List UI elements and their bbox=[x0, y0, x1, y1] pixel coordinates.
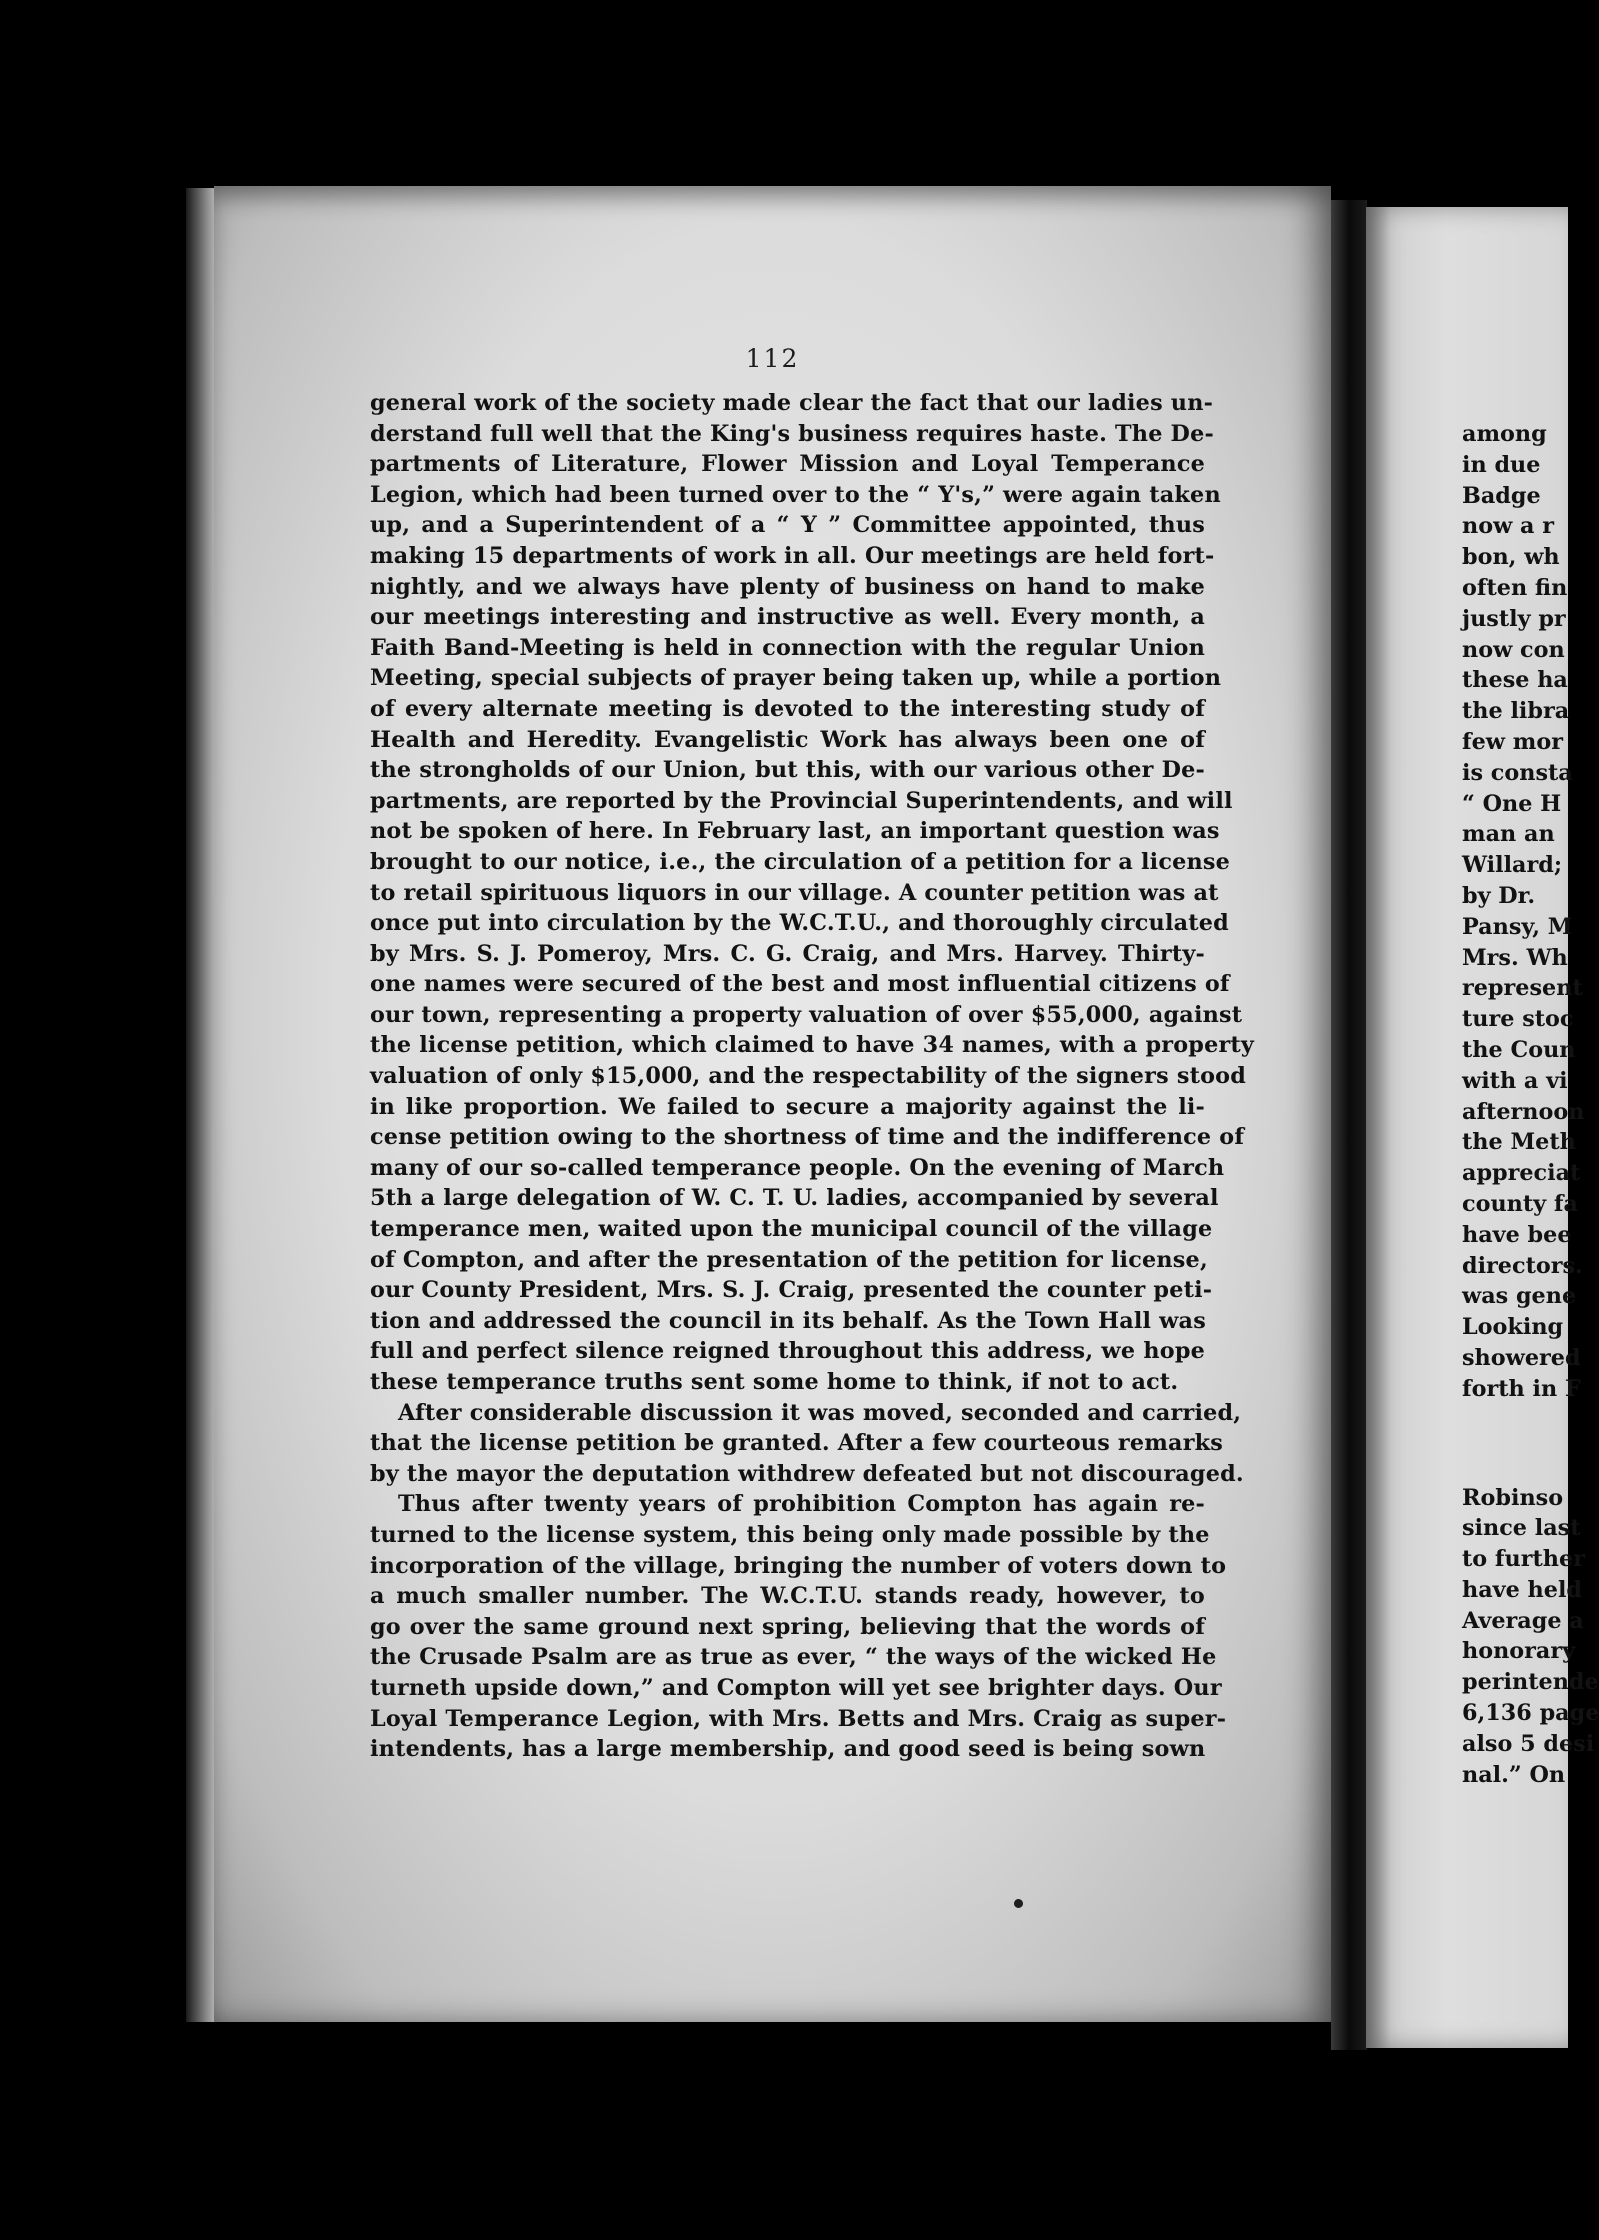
book-binding-edge bbox=[186, 188, 216, 2022]
body-line: tion and addressed the council in its behalf. As the Town Hall was bbox=[370, 1307, 1206, 1334]
body-line: intendents, has a large membership, and good seed is being sown bbox=[370, 1736, 1206, 1763]
body-line: Meeting, special subjects of prayer being taken up, while a portion bbox=[370, 665, 1222, 692]
facing-page-line: 6,136 page bbox=[1462, 1700, 1599, 1727]
body-line: the strongholds of our Union, but this, with our various other De- bbox=[370, 757, 1205, 784]
facing-page-line: since last bbox=[1462, 1515, 1581, 1542]
body-line: once put into circulation by the W.C.T.U., and thoroughly circulated bbox=[370, 910, 1229, 937]
body-line: many of our so-called temperance people. On the evening of March bbox=[370, 1154, 1225, 1181]
facing-page-line: have bee bbox=[1462, 1221, 1572, 1248]
facing-page-line: to further bbox=[1462, 1546, 1585, 1573]
facing-page-line: bon, wh bbox=[1462, 544, 1560, 571]
body-line: in like proportion. We failed to secure a majority against the li- bbox=[370, 1093, 1205, 1120]
body-line: a much smaller number. The W.C.T.U. stands ready, however, to bbox=[370, 1583, 1205, 1610]
body-line: brought to our notice, i.e., the circulation of a petition for a license bbox=[370, 848, 1231, 875]
facing-page-line: Willard; bbox=[1462, 852, 1563, 879]
facing-page-text bbox=[1462, 419, 1599, 1790]
facing-page-line: with a vi bbox=[1462, 1067, 1568, 1094]
facing-page-line: county fa bbox=[1462, 1190, 1578, 1217]
body-line: Health and Heredity. Evangelistic Work has always been one of bbox=[370, 726, 1205, 753]
body-line: full and perfect silence reigned throughout this address, we hope bbox=[370, 1338, 1205, 1365]
facing-page-line: the Coun bbox=[1462, 1036, 1576, 1063]
facing-page-line: man an bbox=[1462, 821, 1555, 848]
body-line: that the license petition be granted. After a few courteous remarks bbox=[370, 1430, 1224, 1457]
facing-page-section-gap bbox=[1462, 1405, 1599, 1483]
body-line: these temperance truths sent some home to think, if not to act. bbox=[370, 1369, 1179, 1395]
facing-page-line: in due bbox=[1462, 451, 1541, 478]
body-line: partments of Literature, Flower Mission and Loyal Temperance bbox=[370, 451, 1205, 478]
body-line: turneth upside down,” and Compton will yet see brighter days. Our bbox=[370, 1674, 1222, 1701]
body-line: general work of the society made clear the fact that our ladies un- bbox=[370, 390, 1214, 416]
facing-page-line: Mrs. Wh bbox=[1462, 944, 1568, 971]
body-line: go over the same ground next spring, believing that the words of bbox=[370, 1613, 1205, 1640]
page-gutter bbox=[1331, 200, 1367, 2050]
body-line: by Mrs. S. J. Pomeroy, Mrs. C. G. Craig, and Mrs. Harvey. Thirty- bbox=[370, 940, 1205, 967]
body-line: turned to the license system, this being only made possible by the bbox=[370, 1521, 1210, 1548]
facing-page-line: perintende bbox=[1462, 1669, 1599, 1696]
body-line: Thus after twenty years of prohibition Compton has again re- bbox=[398, 1491, 1205, 1518]
ink-speck bbox=[1014, 1899, 1023, 1908]
page-number: 112 bbox=[745, 344, 800, 373]
facing-page-line: these ha bbox=[1462, 667, 1568, 694]
facing-page-line: justly pr bbox=[1462, 605, 1566, 632]
facing-page-line: have held bbox=[1462, 1576, 1583, 1603]
body-line: of every alternate meeting is devoted to the interesting study of bbox=[370, 695, 1205, 722]
facing-page-line: was gene bbox=[1462, 1283, 1577, 1310]
body-line: up, and a Superintendent of a “ Y ” Committee appointed, thus bbox=[370, 512, 1205, 539]
facing-page-line: by Dr. bbox=[1462, 882, 1536, 909]
facing-page-line: now a r bbox=[1462, 513, 1554, 540]
facing-page-line: Average a bbox=[1462, 1607, 1584, 1634]
body-line: one names were secured of the best and most influential citizens of bbox=[370, 971, 1230, 998]
body-line: Faith Band-Meeting is held in connection with the regular Union bbox=[370, 634, 1205, 661]
facing-page-line: few mor bbox=[1462, 728, 1563, 755]
body-line: Loyal Temperance Legion, with Mrs. Betts and Mrs. Craig as super- bbox=[370, 1705, 1227, 1732]
body-line: to retail spirituous liquors in our village. A counter petition was at bbox=[370, 879, 1219, 906]
body-line: our County President, Mrs. S. J. Craig, presented the counter peti- bbox=[370, 1277, 1213, 1304]
facing-page-line: now con bbox=[1462, 636, 1565, 663]
facing-page-line: Pansy, M bbox=[1462, 913, 1573, 940]
body-line: by the mayor the deputation withdrew defeated but not discouraged. bbox=[370, 1460, 1244, 1487]
facing-page-line: honorary bbox=[1462, 1638, 1576, 1665]
body-line: the Crusade Psalm are as true as ever, “ the ways of the wicked He bbox=[370, 1644, 1217, 1671]
facing-page-line: afternoon bbox=[1462, 1098, 1585, 1125]
facing-page-line: directors. bbox=[1462, 1252, 1583, 1279]
facing-page-line: nal.” On bbox=[1462, 1761, 1566, 1788]
body-line: our town, representing a property valuation of over $55,000, against bbox=[370, 1001, 1243, 1028]
body-line: Legion, which had been turned over to the “ Y's,” were again taken bbox=[370, 481, 1221, 508]
body-line: derstand full well that the King's business requires haste. The De- bbox=[370, 420, 1214, 447]
facing-page-line: is consta bbox=[1462, 759, 1573, 786]
body-line: After considerable discussion it was moved, seconded and carried, bbox=[398, 1399, 1242, 1426]
facing-page-line: showered bbox=[1462, 1344, 1581, 1371]
facing-page-line: appreciat bbox=[1462, 1160, 1581, 1187]
facing-page-line: forth in F bbox=[1462, 1375, 1581, 1402]
facing-page bbox=[1366, 207, 1599, 2048]
facing-page-line: represent bbox=[1462, 975, 1583, 1002]
body-line: temperance men, waited upon the municipal council of the village bbox=[370, 1216, 1213, 1243]
body-line: cense petition owing to the shortness of time and the indifference of bbox=[370, 1124, 1245, 1151]
body-line: the license petition, which claimed to have 34 names, with a property bbox=[370, 1032, 1255, 1059]
facing-page-line: Badge bbox=[1462, 482, 1541, 509]
body-line: incorporation of the village, bringing the number of voters down to bbox=[370, 1552, 1227, 1579]
left-page bbox=[214, 186, 1331, 2022]
facing-page-line: ture stoc bbox=[1462, 1006, 1574, 1033]
facing-page-line: Robinso bbox=[1462, 1484, 1564, 1511]
facing-page-line: the libra bbox=[1462, 698, 1570, 725]
facing-page-line: often fin bbox=[1462, 574, 1568, 601]
body-line: making 15 departments of work in all. Our meetings are held fort- bbox=[370, 542, 1215, 569]
body-line: 5th a large delegation of W. C. T. U. ladies, accompanied by several bbox=[370, 1185, 1219, 1212]
facing-page-line: also 5 desi bbox=[1462, 1730, 1595, 1757]
body-text bbox=[370, 388, 1255, 1765]
body-line: nightly, and we always have plenty of business on hand to make bbox=[370, 573, 1205, 600]
facing-page-line: among bbox=[1462, 421, 1547, 447]
body-line: of Compton, and after the presentation of the petition for license, bbox=[370, 1246, 1208, 1273]
facing-page-line: Looking bbox=[1462, 1314, 1564, 1341]
body-line: valuation of only $15,000, and the respectability of the signers stood bbox=[370, 1063, 1247, 1090]
facing-page-line: “ One H bbox=[1462, 790, 1562, 817]
body-line: our meetings interesting and instructive as well. Every month, a bbox=[370, 604, 1205, 631]
facing-page-line: the Meth bbox=[1462, 1129, 1576, 1156]
body-line: partments, are reported by the Provincial Superintendents, and will bbox=[370, 787, 1233, 814]
body-line: not be spoken of here. In February last, an important question was bbox=[370, 818, 1220, 845]
